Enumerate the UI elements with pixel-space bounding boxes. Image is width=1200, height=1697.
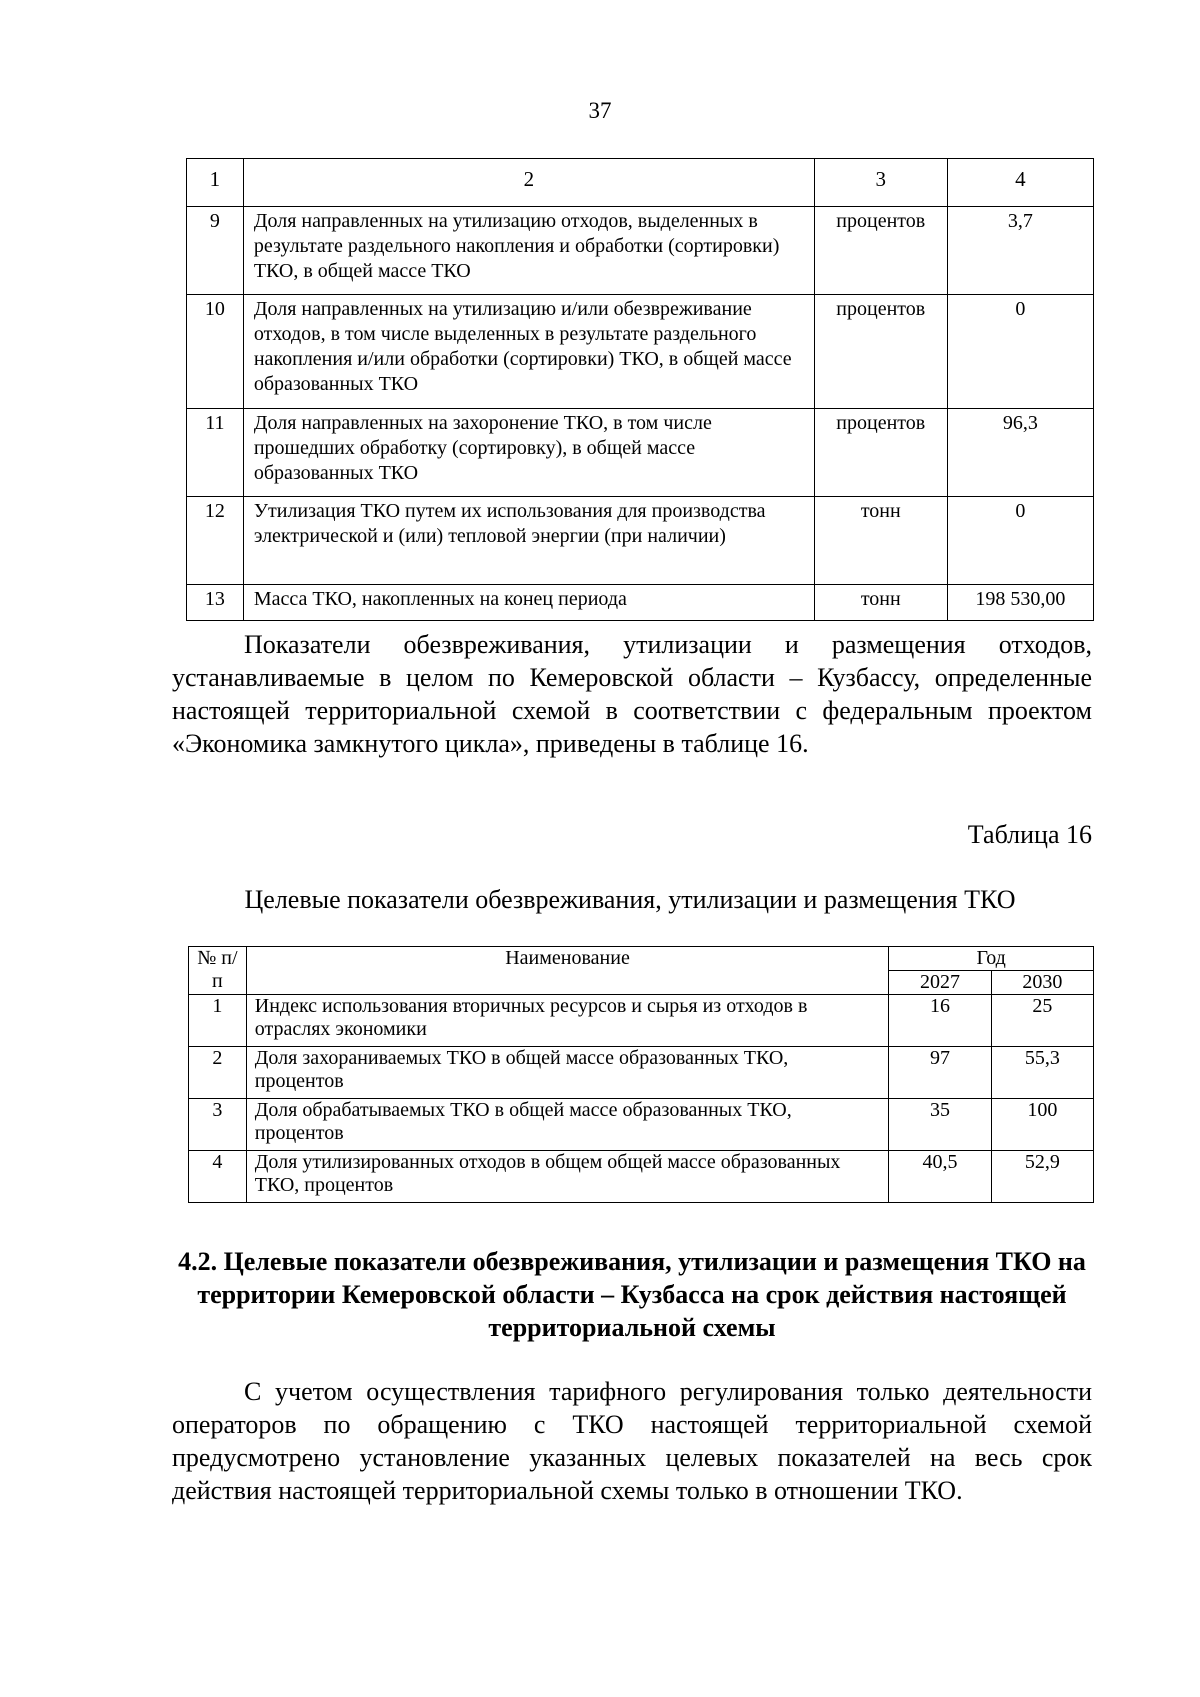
row-value: 3,7 (947, 207, 1093, 295)
table-row (189, 1047, 1094, 1099)
target-indicators-table (188, 946, 1094, 1203)
row-number: 2 (189, 1047, 247, 1099)
column-number-3: 3 (814, 159, 947, 207)
row-number: 13 (187, 585, 244, 621)
table-row (187, 295, 1094, 409)
row-number: 12 (187, 497, 244, 585)
row-value: 198 530,00 (947, 585, 1093, 621)
row-number: 11 (187, 409, 244, 497)
table-row (189, 995, 1094, 1047)
paragraph-text: С учетом осуществления тарифного регулирования только деятельности операторов по обращению с ТКО настоящей территориальной схемой предусмотрено установление указанных целевых показателей на весь срок действия настоящей территориальной схемы только в отношении ТКО. (172, 1377, 1092, 1505)
row-unit: процентов (814, 207, 947, 295)
column-header-2027: 2027 (889, 971, 991, 995)
row-value-2027: 40,5 (889, 1151, 991, 1203)
row-name: Доля захораниваемых ТКО в общей массе образованных ТКО, процентов (246, 1047, 889, 1099)
table-row (189, 1099, 1094, 1151)
row-name: Доля направленных на утилизацию отходов, выделенных в результате раздельного накопления и обработки (сортировки) ТКО, в общей массе ТКО (243, 207, 814, 295)
row-value-2030: 25 (991, 995, 1093, 1047)
row-number: 3 (189, 1099, 247, 1151)
row-unit: тонн (814, 497, 947, 585)
row-value: 0 (947, 295, 1093, 409)
row-value: 0 (947, 497, 1093, 585)
row-value-2027: 16 (889, 995, 991, 1047)
row-name: Доля направленных на захоронение ТКО, в том числе прошедших обработку (сортировку), в общей массе образованных ТКО (243, 409, 814, 497)
row-value: 96,3 (947, 409, 1093, 497)
table-row (187, 409, 1094, 497)
row-number: 4 (189, 1151, 247, 1203)
table-row (187, 585, 1094, 621)
row-unit: процентов (814, 295, 947, 409)
column-number-1: 1 (187, 159, 244, 207)
column-header-2030: 2030 (991, 971, 1093, 995)
body-paragraph-2 (172, 1375, 1092, 1507)
row-name: Доля направленных на утилизацию и/или обезвреживание отходов, в том числе выделенных в результате раздельного накопления и/или обработки (сортировки) ТКО, в общей массе образованных ТКО (243, 295, 814, 409)
column-number-4: 4 (947, 159, 1093, 207)
row-value-2027: 35 (889, 1099, 991, 1151)
indicators-table-continued (186, 158, 1094, 621)
column-header-name: Наименование (246, 947, 889, 995)
table-header-row (187, 159, 1094, 207)
table-row (189, 1151, 1094, 1203)
row-name: Индекс использования вторичных ресурсов и сырья из отходов в отраслях экономики (246, 995, 889, 1047)
row-unit: процентов (814, 409, 947, 497)
row-number: 10 (187, 295, 244, 409)
section-heading: 4.2. Целевые показатели обезвреживания, утилизации и размещения ТКО на территории Кемеровской области – Кузбасса на срок действия настоящей территориальной схемы (178, 1247, 1086, 1342)
row-value-2027: 97 (889, 1047, 991, 1099)
row-value-2030: 100 (991, 1099, 1093, 1151)
body-paragraph-1 (172, 628, 1092, 760)
row-value-2030: 52,9 (991, 1151, 1093, 1203)
table-number-label: Таблица 16 (967, 820, 1092, 849)
page-number: 37 (588, 98, 612, 123)
row-value-2030: 55,3 (991, 1047, 1093, 1099)
row-unit: тонн (814, 585, 947, 621)
table-header-row (189, 947, 1094, 971)
row-name: Доля обрабатываемых ТКО в общей массе образованных ТКО, процентов (246, 1099, 889, 1151)
row-name: Утилизация ТКО путем их использования для производства электрической и (или) тепловой энергии (при наличии) (243, 497, 814, 585)
column-header-year: Год (889, 947, 1094, 971)
row-number: 9 (187, 207, 244, 295)
row-name: Доля утилизированных отходов в общем общей массе образованных ТКО, процентов (246, 1151, 889, 1203)
table-row (187, 497, 1094, 585)
column-number-2: 2 (243, 159, 814, 207)
row-name: Масса ТКО, накопленных на конец периода (243, 585, 814, 621)
table-row (187, 207, 1094, 295)
table-title: Целевые показатели обезвреживания, утилизации и размещения ТКО (244, 885, 1016, 914)
paragraph-text: Показатели обезвреживания, утилизации и размещения отходов, устанавливаемые в целом по Кемеровской области – Кузбассу, определенные настоящей территориальной схемой в соответствии с федеральным проектом «Экономика замкнутого цикла», приведены в таблице 16. (172, 630, 1092, 758)
row-number: 1 (189, 995, 247, 1047)
column-header-number: № п/п (189, 947, 247, 995)
